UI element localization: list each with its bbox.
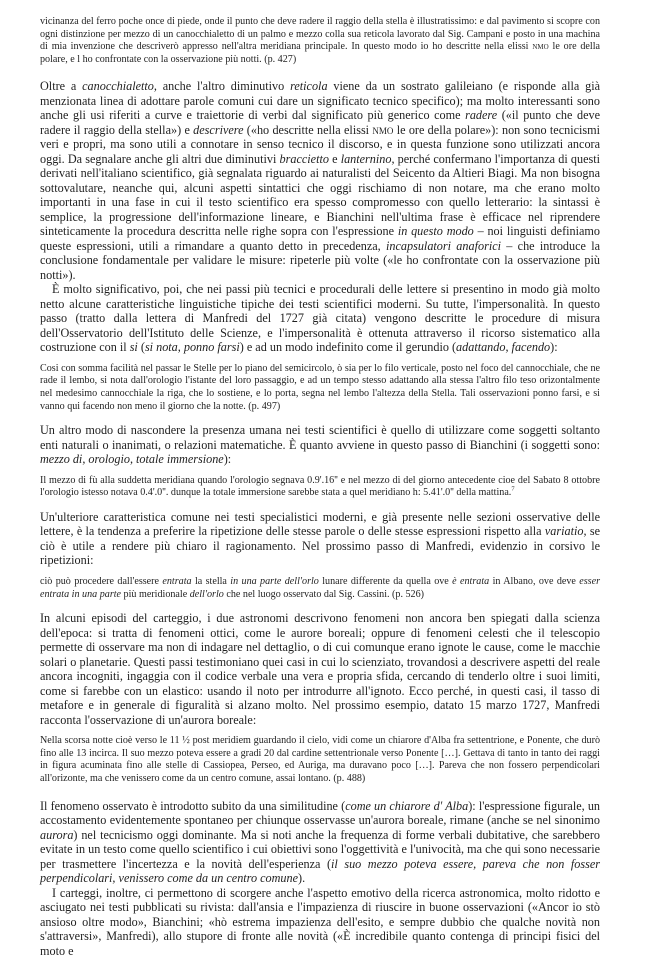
italic-text: è entrata xyxy=(452,576,489,587)
italic-text: braccietto xyxy=(280,152,329,166)
small-caps-text: nmo xyxy=(372,123,393,137)
italic-text: si nota, ponno farsi xyxy=(145,340,240,354)
text-run: Il mezzo di fù alla suddetta meridiana quando l'orologio segnava 0.9'.16'' e nel mezzo di del giorno antecedente cioe del Sabato 8 ottobre l'orologio istesso notava 0.4'.0''. dunque la totale immersione sarebbe stata a quel meridiano h: 5.41'.0'' della mattina. xyxy=(40,475,600,499)
italic-text: canocchialetto, xyxy=(82,79,157,93)
italic-text: dell'orlo xyxy=(190,589,224,600)
italic-text: descrivere xyxy=(193,123,243,137)
quote-block xyxy=(40,576,600,601)
text-run: Un'ulteriore caratteristica comune nei testi specialistici moderni, e già presente nelle sezioni osservative delle lettere, è la tendenza a preferire la ripetizione delle stesse parole o delle stesse espressioni rispetto alla xyxy=(40,510,600,539)
text-run: più meridionale xyxy=(121,589,190,600)
italic-text: il suo mezzo poteva essere, pareva che non fosser perpendicolari, venissero come da un centro comune xyxy=(40,857,600,886)
text-run: perché confermano l'importanza di questi derivati nell'italiano scientifico, già segnalata riguardo ai naturalisti del Seicento da Altieri Biagi. Ma non bisogna sottovalutare, neanche qui, alcuni aspetti sintattici che oggi rischiamo di non notare, ma che erano molto importanti in una fase in cui il testo scientifico era spesso compromesso con quello letterario: la sintassi è semplice, la progressione dell'informazione lineare, e Bianchini nell'ultima frase è efficace nel riprendere sinteticamente la procedura descritta nelle righe sopra con l'espressione xyxy=(40,152,600,239)
italic-text: lanternino, xyxy=(341,152,395,166)
footnote-ref: 7 xyxy=(511,486,514,493)
body-paragraph xyxy=(40,510,600,568)
italic-text: si xyxy=(130,340,138,354)
body-paragraph xyxy=(40,282,600,355)
italic-text: incapsulatori anaforici xyxy=(386,239,501,253)
italic-text: adattando, facendo xyxy=(456,340,550,354)
text-run: I carteggi, inoltre, ci permettono di scorgere anche l'aspetto emotivo della ricerca astronomica, molto ridotto e asciugato nei testi pubblicati su rivista: dall'ansia e l'impazienza di riuscire in buone osservazioni («Ancor io stò ansioso oltre modo», Bianchini; «hò estrema impazienza dell'esito, e sempre dubbio che qualche novità non s'attraversi», Manfredi), allo stupore di fronte alle novità («È incredibile quanto contenga di principi fisici del moto e xyxy=(40,886,600,958)
italic-text: aurora xyxy=(40,828,73,842)
italic-text: entrata xyxy=(162,576,191,587)
body-paragraph xyxy=(40,79,600,282)
italic-text: in questo modo xyxy=(398,224,474,238)
text-run: In alcuni episodi del carteggio, i due astronomi descrivono fenomeni non ancora ben spiegati dalla scienza dell'epoca: si tratta di fenomeni ottici, come le aurore boreali; oppure di fenomeni celesti che il telescopio permette di osservare ma non di indagare nel dettaglio, o di cui comunque erano ignote le cause, come le macchie solari o planetarie. Questi passi testimoniano quei casi in cui lo scienziato, trovandosi a descrivere aspetti del reale ancora incogniti, ingaggia con il codice verbale una vera e propria sfida, cercando di tenderlo oltre i suoi limiti, come si farebbe con un elastico: usando il noto per introdurre all'ignoto. Ecco perché, in questi casi, il tasso di metafore e in generale di figuralità si alzano molto. Nel prossimo esempio, datato 15 marzo 1727, Manfredi racconta l'osservazione di un'aurora boreale: xyxy=(40,611,600,727)
italic-text: come un chiarore d' Alba xyxy=(345,799,468,813)
text-run: e xyxy=(329,152,341,166)
text-run: Il fenomeno osservato è introdotto subito da una similitudine ( xyxy=(40,799,345,813)
text-run: ciò può procedere dall'essere xyxy=(40,576,162,587)
text-run: È molto significativo, poi, che nei passi più tecnici e procedurali delle lettere si presentino in modo già molto netto alcune caratteristiche linguistiche tipiche dei testi scientifici moderni. Su tutte, l'impersonalità. In questo passo (tratto dalla lettera di Manfredi del 1727 già citata) vengono descritte le procedure di misura dell'Osservatorio dell'Istituto delle Scienze, e l'impersonalità è ottenuta attraverso il ricorso sistematico alla costruzione con il xyxy=(40,282,600,354)
italic-text: in una parte dell'orlo xyxy=(230,576,319,587)
text-run: ) e ad un modo indefinito come il gerundio ( xyxy=(240,340,456,354)
body-paragraph xyxy=(40,799,600,886)
text-run: se ciò è utile a rendere più chiaro il ragionamento. Nel prossimo passo di Manfredi, evidenzio in corsivo le ripetizioni: xyxy=(40,524,600,567)
text-run: viene da un sostrato galileiano (e risponde alla già menzionata linea di adottare parole comuni cui dare un significato tecnico specifico); ma molto interessanti sono anche gli usi riferiti a curve e traiettorie di verbi dal significato più generico come xyxy=(40,79,600,122)
text-run: Un altro modo di nascondere la presenza umana nei testi scientifici è quello di utilizzare come soggetti soltanto enti naturali o inanimati, o relazioni matematiche. È quanto avviene in questo passo di Bianchini (i soggetti sono: xyxy=(40,423,600,452)
text-run: le ore della polare»): non sono tecnicismi veri e propri, ma sono utili a connotare in senso tecnico il discorso, e in questa funzione sono utilizzati ancora oggi. Da segnalare anche gli altri due diminutivi xyxy=(40,123,600,166)
text-run: – che introduce la conclusione fondamentale per validare le misure: ripeterle più volte («le ho confrontate con la osservazione più notti»). xyxy=(40,239,600,282)
text-run: le ore della polare, e l ho confrontate con la osservazione più notti. (p. 427) xyxy=(40,41,600,65)
quote-block xyxy=(40,363,600,413)
text-run: ) nel tecnicismo oggi dominante. Ma si noti anche la frequenza di forme verbali dubitative, che sarebbero evitate in un testo come quello scientifico i cui obiettivi sono l'oggettività e l'univocità, ma che qui sono necessarie per trasmettere l'incertezza e la novità dell'esperienza ( xyxy=(40,828,600,871)
text-run: lunare differente da quella ove xyxy=(319,576,452,587)
text-run: Nella scorsa notte cioè verso le 11 ½ post meridiem guardando il cielo, vidi come un chiarore d'Alba fra settentrione, e Ponente, che durò fino alle 13 incirca. Il suo mezzo poteva essere a gradi 20 dal cardine settentrionale verso Ponente […]. Gettava di tanto in tanto dei raggi in figura acuminata fino alle stelle di Cassiopea, Perseo, ed Auriga, ma duravano poco […]. Pareva che non fossero perpendicolari all'orizonte, ma che venissero come da un centro comune, assai lontano. (p. 488) xyxy=(40,735,600,784)
text-run: ): xyxy=(224,452,231,466)
body-paragraph xyxy=(40,886,600,958)
text-run: che nel luogo osservato dal Sig. Cassini. (p. 526) xyxy=(224,589,424,600)
quote-block xyxy=(40,16,600,66)
text-run: ( xyxy=(138,340,145,354)
text-run: («ho descritte nella elissi xyxy=(243,123,372,137)
text-run: («il punto che deve radere il raggio della stella») e xyxy=(40,108,600,137)
italic-text: esser entrata in una parte xyxy=(40,576,600,600)
small-caps-text: nmo xyxy=(532,41,548,52)
text-run: – noi linguisti definiamo queste espressioni, utili a rimandare a quanto detto in precedenza, xyxy=(40,224,600,253)
italic-text: radere xyxy=(465,108,497,122)
text-run: la stella xyxy=(192,576,231,587)
quote-block xyxy=(40,475,600,500)
italic-text: variatio, xyxy=(545,524,587,538)
text-run: in Albano, ove deve xyxy=(489,576,579,587)
italic-text: reticola xyxy=(290,79,327,93)
text-run: Oltre a xyxy=(40,79,82,93)
text-run: vicinanza del ferro poche once di piede, onde il punto che deve radere il raggio della stella è illustratissimo: e dal pavimento si scopre con ogni distinzione per mezzo di un canocchialetto di un palmo e mezzo colla sua reticola lavorato dal Sig. Campani e posto in una machina di mia invenzione che descriverò appresso nell'altra meridiana principale. In questo modo io ho descritte nella elissi xyxy=(40,16,600,52)
body-paragraph xyxy=(40,611,600,727)
text-run: ): l'espressione figurale, un accostamento evidentemente spontaneo per chiunque osservasse un'aurora boreale, rimane (anche se nel sinonimo xyxy=(40,799,600,828)
body-paragraph xyxy=(40,423,600,467)
italic-text: mezzo di, orologio, totale immersione xyxy=(40,452,224,466)
text-run: anche l'altro diminutivo xyxy=(157,79,290,93)
text-run: ). xyxy=(298,871,305,885)
quote-block xyxy=(40,735,600,785)
text-run: ): xyxy=(550,340,557,354)
text-run: Cosi con somma facilità nel passar le Stelle per lo piano del semicircolo, ò sia per lo filo verticale, posto nel foco del cannocchiale, che ne rade il lembo, si nota dall'orologio l'istante del loro passaggio, e ad un tempo stesso adattando alla stessa l'altro filo teso orizontalmente nel medesimo cannocchiale la riga, che lo sostiene, e lo porta, segna nel lembo l'altezza della Stella. Tali osservazioni ponno farsi, e si vanno qui facendo non meno il giorno che la notte. (p. 497) xyxy=(40,363,600,412)
